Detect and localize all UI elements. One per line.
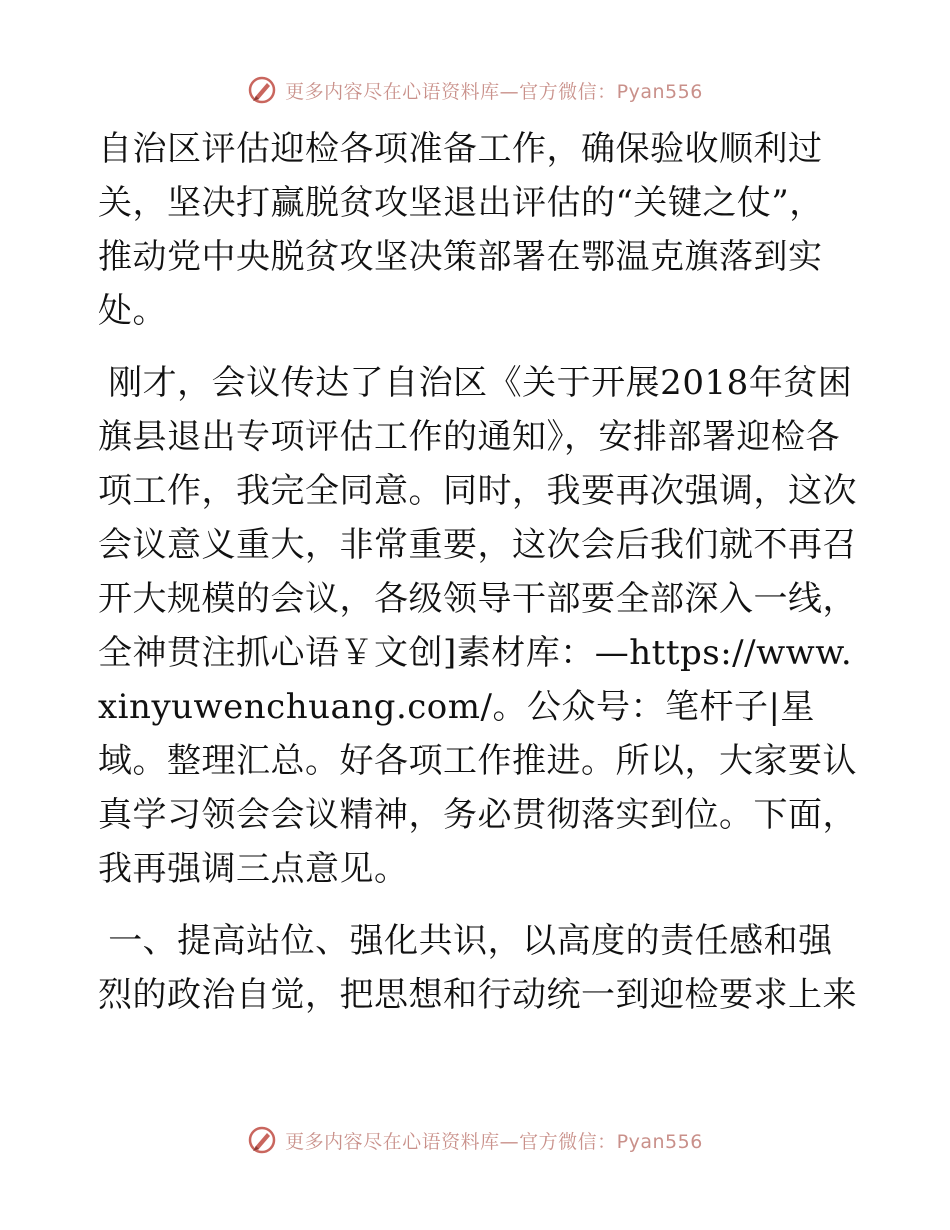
pen-logo-icon (247, 75, 277, 105)
header-watermark (0, 70, 950, 110)
document-body (98, 122, 858, 1040)
paragraph-2: 刚才，会议传达了自治区《关于开展2018年贫困旗县退出专项评估工作的通知》，安排部署迎检各项工作，我完全同意。同时，我要再次强调，这次会议意义重大，非常重要，这次会后我们就不再召开大规模的会议，各级领导干部要全部深入一线，全神贯注抓心语￥文创]素材库：—https://www.xinyuwenchuang.com/。公众号：笔杆子|星域。整理汇总。好各项工作推进。所以，大家要认真学习领会会议精神，务必贯彻落实到位。下面，我再强调三点意见。 (98, 363, 857, 889)
watermark-text: 更多内容尽在心语资料库—官方微信：Pyan556 (285, 80, 703, 103)
paragraph-1: 自治区评估迎检各项准备工作，确保验收顺利过关，坚决打赢脱贫攻坚退出评估的“关键之仗”，推动党中央脱贫攻坚决策部署在鄂温克旗落到实处。 (98, 129, 824, 331)
footer-watermark (0, 1120, 950, 1160)
watermark-text: 更多内容尽在心语资料库—官方微信：Pyan556 (285, 1130, 703, 1153)
paragraph-3: 一、提高站位、强化共识，以高度的责任感和强烈的政治自觉，把思想和行动统一到迎检要求上来 (98, 921, 857, 1015)
pen-logo-icon (247, 1125, 277, 1155)
